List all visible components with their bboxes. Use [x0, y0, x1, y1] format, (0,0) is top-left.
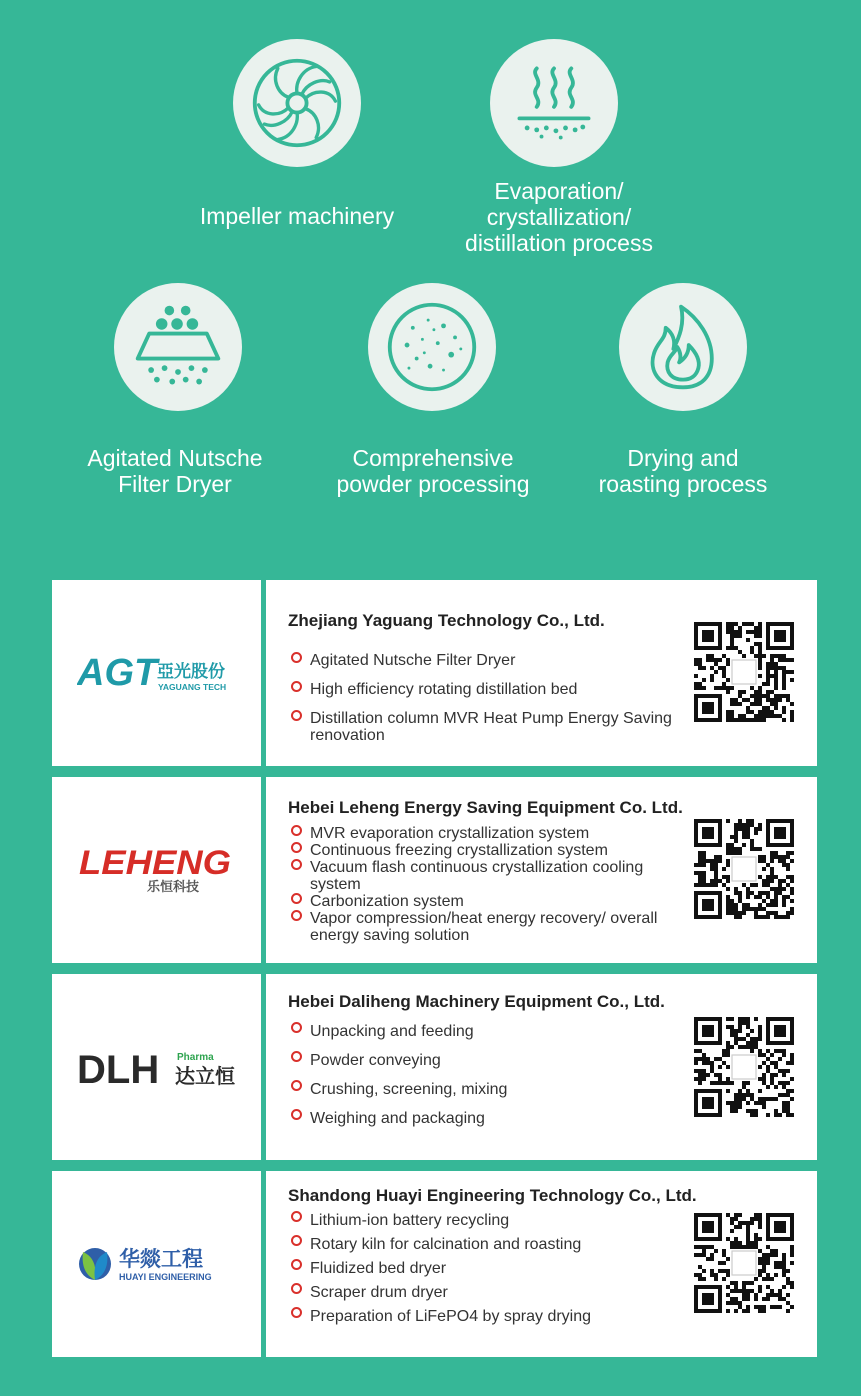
huayi-item-list: [288, 1211, 678, 1327]
yaguang-qr-code[interactable]: [694, 622, 794, 722]
company-name-yaguang: Zhejiang Yaguang Technology Co., Ltd.: [288, 611, 605, 630]
daliheng-logo: [77, 1045, 237, 1089]
daliheng-info-box: [266, 974, 817, 1160]
feature-label-impeller: Impeller machinery: [199, 203, 395, 229]
feature-label-evaporation: Evaporation/ crystallization/ distillation process: [465, 178, 653, 256]
yaguang-logo: [77, 649, 237, 697]
filter-icon: [130, 299, 226, 395]
company-row-daliheng: [52, 974, 817, 1160]
yaguang-logo-mark: AGT: [76, 652, 157, 694]
yaguang-logo-cn: 亞光股份: [156, 662, 225, 682]
feature-label-flame: Drying and roasting process: [598, 445, 768, 497]
leheng-logo-cn: 乐恒科技: [146, 880, 199, 895]
feature-label-powder: Comprehensive powder processing: [336, 445, 530, 497]
list-item: Crushing, screening, mixing: [288, 1080, 678, 1100]
list-item: Agitated Nutsche Filter Dryer: [288, 652, 678, 670]
daliheng-logo-sup: Pharma: [176, 1052, 214, 1063]
list-item: Carbonization system: [288, 893, 678, 910]
huayi-logo-en: HUAYI ENGINEERING: [118, 1272, 212, 1282]
feature-impeller-circle: [233, 39, 361, 167]
impeller-icon: [249, 55, 345, 151]
leheng-logo-box: [52, 777, 261, 963]
feature-flame-circle: [619, 283, 747, 411]
leheng-info-box: [266, 777, 817, 963]
daliheng-logo-cn: 达立恒: [174, 1064, 235, 1088]
list-item: Unpacking and feeding: [288, 1022, 678, 1042]
feature-evaporation-circle: [490, 39, 618, 167]
huayi-info-box: [266, 1171, 817, 1357]
company-name-leheng: Hebei Leheng Energy Saving Equipment Co. Ltd.: [288, 798, 683, 817]
powder-icon: [384, 299, 480, 395]
list-item: MVR evaporation crystallization system: [288, 825, 678, 842]
list-item: High efficiency rotating distillation bed: [288, 681, 678, 699]
yaguang-info-box: [266, 580, 817, 766]
daliheng-logo-mark: DLH: [76, 1048, 159, 1089]
list-item: Lithium-ion battery recycling: [288, 1211, 678, 1231]
leheng-item-list: [288, 825, 678, 944]
list-item: Fluidized bed dryer: [288, 1259, 678, 1279]
huayi-qr-code[interactable]: [694, 1213, 794, 1313]
feature-powder-circle: [368, 283, 496, 411]
list-item: Weighing and packaging: [288, 1109, 678, 1129]
daliheng-logo-box: [52, 974, 261, 1160]
yaguang-logo-en: YAGUANG TECH: [157, 682, 226, 692]
yaguang-item-list: [288, 652, 678, 744]
leheng-logo: [77, 844, 237, 896]
huayi-logo-box: [52, 1171, 261, 1357]
leheng-logo-mark: LEHENG: [78, 844, 231, 882]
list-item: Continuous freezing crystallization system: [288, 842, 678, 859]
list-item: Powder conveying: [288, 1051, 678, 1071]
list-item: Preparation of LiFePO4 by spray drying: [288, 1307, 678, 1327]
company-row-huayi: [52, 1171, 817, 1357]
company-name-daliheng: Hebei Daliheng Machinery Equipment Co., Ltd.: [288, 992, 665, 1011]
huayi-emblem-icon: [79, 1248, 111, 1280]
list-item: Vacuum flash continuous crystallization cooling system: [288, 859, 678, 893]
daliheng-item-list: [288, 1022, 678, 1129]
huayi-logo-cn: 华燚工程: [118, 1247, 203, 1271]
feature-filter-circle: [114, 283, 242, 411]
list-item: Scraper drum dryer: [288, 1283, 678, 1303]
yaguang-logo-box: [52, 580, 261, 766]
list-item: Vapor compression/heat energy recovery/ overall energy saving solution: [288, 910, 678, 944]
steam-icon: [506, 55, 602, 151]
feature-label-filter: Agitated Nutsche Filter Dryer: [87, 445, 263, 497]
list-item: Distillation column MVR Heat Pump Energy Saving renovation: [288, 710, 678, 744]
flame-icon: [635, 299, 731, 395]
leheng-qr-code[interactable]: [694, 819, 794, 919]
company-row-leheng: [52, 777, 817, 963]
daliheng-qr-code[interactable]: [694, 1017, 794, 1117]
company-row-yaguang: [52, 580, 817, 766]
company-name-huayi: Shandong Huayi Engineering Technology Co., Ltd.: [288, 1186, 697, 1205]
huayi-logo: [77, 1242, 237, 1286]
list-item: Rotary kiln for calcination and roasting: [288, 1235, 678, 1255]
